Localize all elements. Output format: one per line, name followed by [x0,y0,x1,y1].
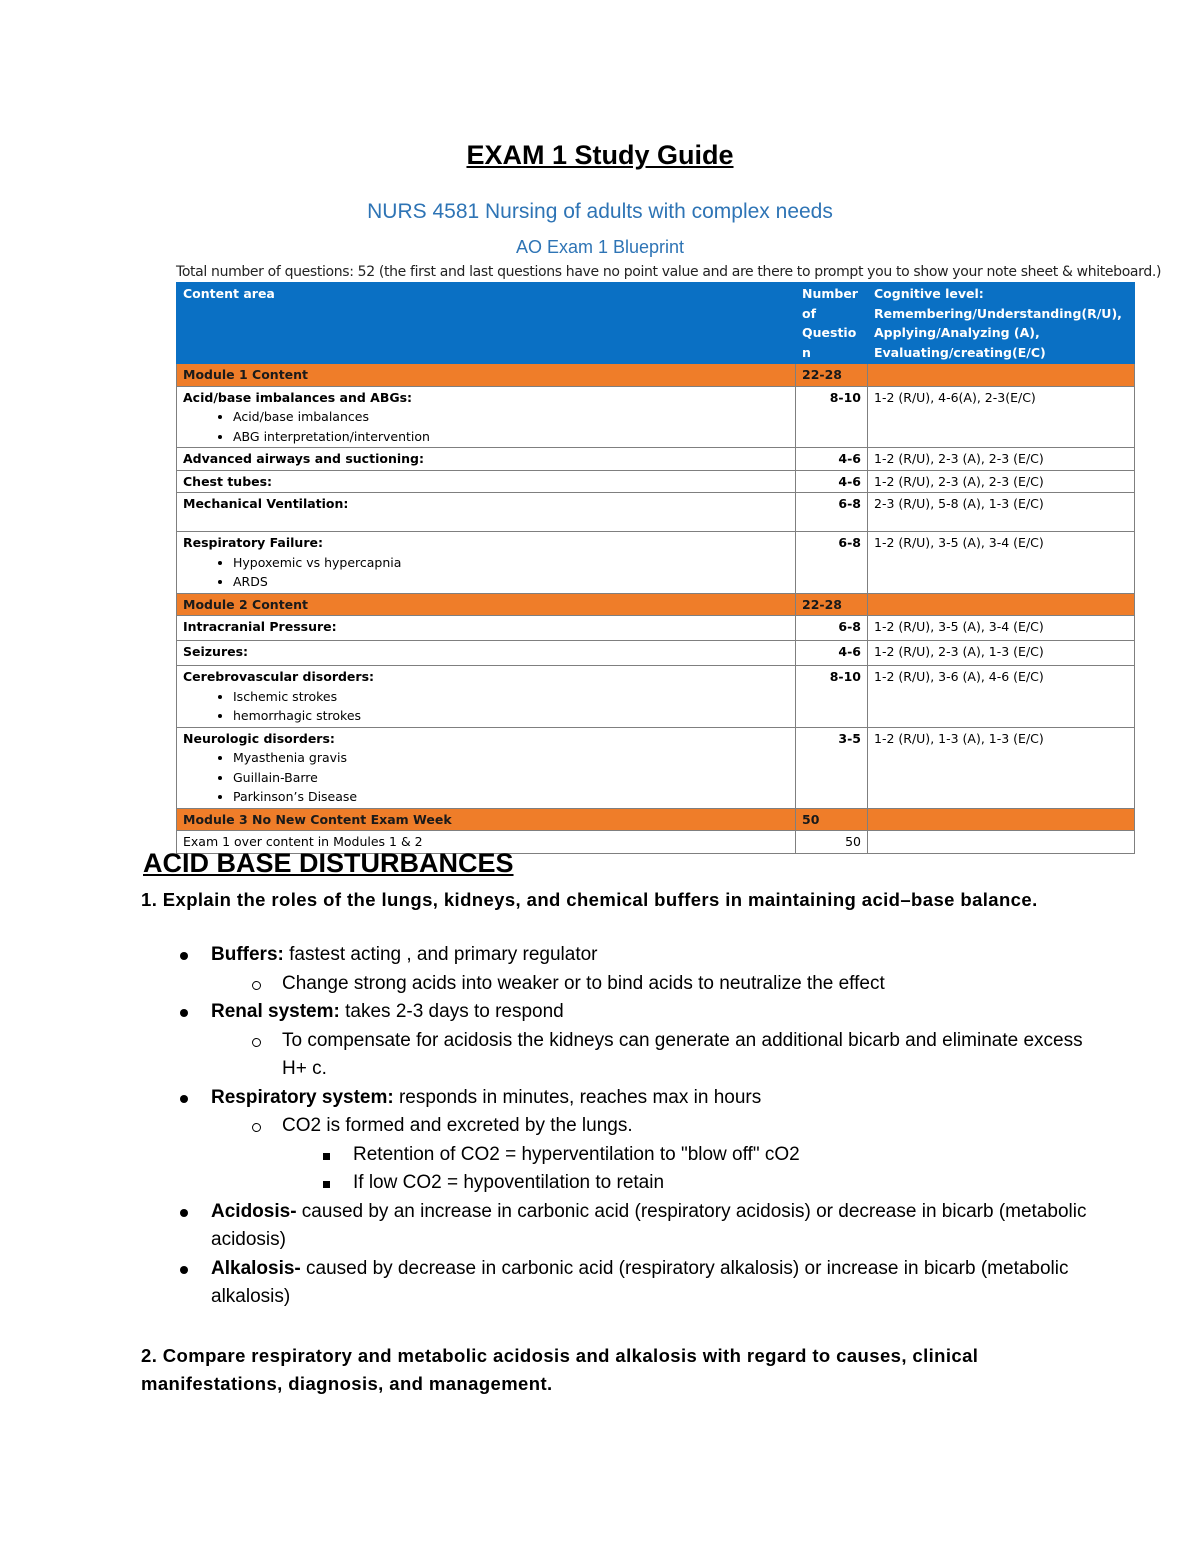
table-row: Chest tubes: 4-6 1-2 (R/U), 2-3 (A), 2-3 (E/C) [177,470,1135,493]
section-title: ACID BASE DISTURBANCES [143,848,514,878]
header-number: Number of Questio n [796,283,868,364]
total-questions-note: Total number of questions: 52 (the first and last questions have no point value and are there to prompt you to show your note sheet & whiteboard.) [176,264,1162,280]
page-title: EXAM 1 Study Guide [466,140,734,170]
list-item: Respiratory system: responds in minutes, reaches max in hours CO2 is formed and excreted by the lungs. Retention of CO2 = hyperventilation to "blow off" cO2 If low CO2 = hypoventilation to retain [211,1084,1111,1198]
list-item: Buffers: fastest acting , and primary regulator Change strong acids into weaker or to bind acids to neutralize the effect [211,941,1111,998]
notes-list [140,941,1111,1312]
table-row: Neurologic disorders: • Myasthenia gravis • Guillain-Barre • Parkinson’s Disease 3-5 1-2 (R/U), 1-3 (A), 1-3 (E/C) [177,727,1135,808]
table-row: Exam 1 over content in Modules 1 & 2 50 [177,831,1135,854]
table-row: Mechanical Ventilation: 6-8 2-3 (R/U), 5-8 (A), 1-3 (E/C) [177,493,1135,532]
list-item: Acidosis- caused by an increase in carbonic acid (respiratory acidosis) or decrease in bicarb (metabolic acidosis) [211,1198,1111,1255]
header-cognitive-level: Cognitive level: Remembering/Understanding(R/U), Applying/Analyzing (A), Evaluating/creating(E/C) [868,283,1135,364]
list-item: CO2 is formed and excreted by the lungs. Retention of CO2 = hyperventilation to "blow off" cO2 If low CO2 = hypoventilation to retain [282,1112,1111,1198]
module-row: Module 1 Content 22-28 [177,364,1135,387]
table-row: Seizures: 4-6 1-2 (R/U), 2-3 (A), 1-3 (E/C) [177,641,1135,666]
list-item: Retention of CO2 = hyperventilation to "blow off" cO2 [353,1141,1111,1170]
table-row: Respiratory Failure: • Hypoxemic vs hypercapnia • ARDS 6-8 1-2 (R/U), 3-5 (A), 3-4 (E/C) [177,532,1135,594]
table-row: Advanced airways and suctioning: 4-6 1-2 (R/U), 2-3 (A), 2-3 (E/C) [177,448,1135,471]
list-item: To compensate for acidosis the kidneys can generate an additional bicarb and eliminate excess H+ c. [282,1027,1111,1084]
table-header-row [177,283,1135,364]
question-1: 1. Explain the roles of the lungs, kidneys, and chemical buffers in maintaining acid–base balance. [141,889,1038,910]
list-item: Change strong acids into weaker or to bind acids to neutralize the effect [282,970,1111,999]
header-content-area: Content area [177,283,796,364]
list-item: Alkalosis- caused by decrease in carbonic acid (respiratory alkalosis) or increase in bicarb (metabolic alkalosis) [211,1255,1111,1312]
table-row: Cerebrovascular disorders: • Ischemic strokes • hemorrhagic strokes 8-10 1-2 (R/U), 3-6 (A), 4-6 (E/C) [177,666,1135,728]
module-row: Module 3 No New Content Exam Week 50 [177,808,1135,831]
question-2: 2. Compare respiratory and metabolic acidosis and alkalosis with regard to causes, clinical manifestations, diagnosis, and management. [141,1345,979,1394]
list-item: If low CO2 = hypoventilation to retain [353,1169,1111,1198]
blueprint-title: AO Exam 1 Blueprint [515,237,685,257]
list-item: Renal system: takes 2-3 days to respond To compensate for acidosis the kidneys can generate an additional bicarb and eliminate excess H+ c. [211,998,1111,1084]
table-row: Intracranial Pressure: 6-8 1-2 (R/U), 3-5 (A), 3-4 (E/C) [177,616,1135,641]
module-row: Module 2 Content 22-28 [177,593,1135,616]
blueprint-table [176,282,1135,854]
course-title: NURS 4581 Nursing of adults with complex needs [367,200,833,223]
table-row: Acid/base imbalances and ABGs: • Acid/base imbalances • ABG interpretation/intervention 8-10 1-2 (R/U), 4-6(A), 2-3(E/C) [177,386,1135,448]
